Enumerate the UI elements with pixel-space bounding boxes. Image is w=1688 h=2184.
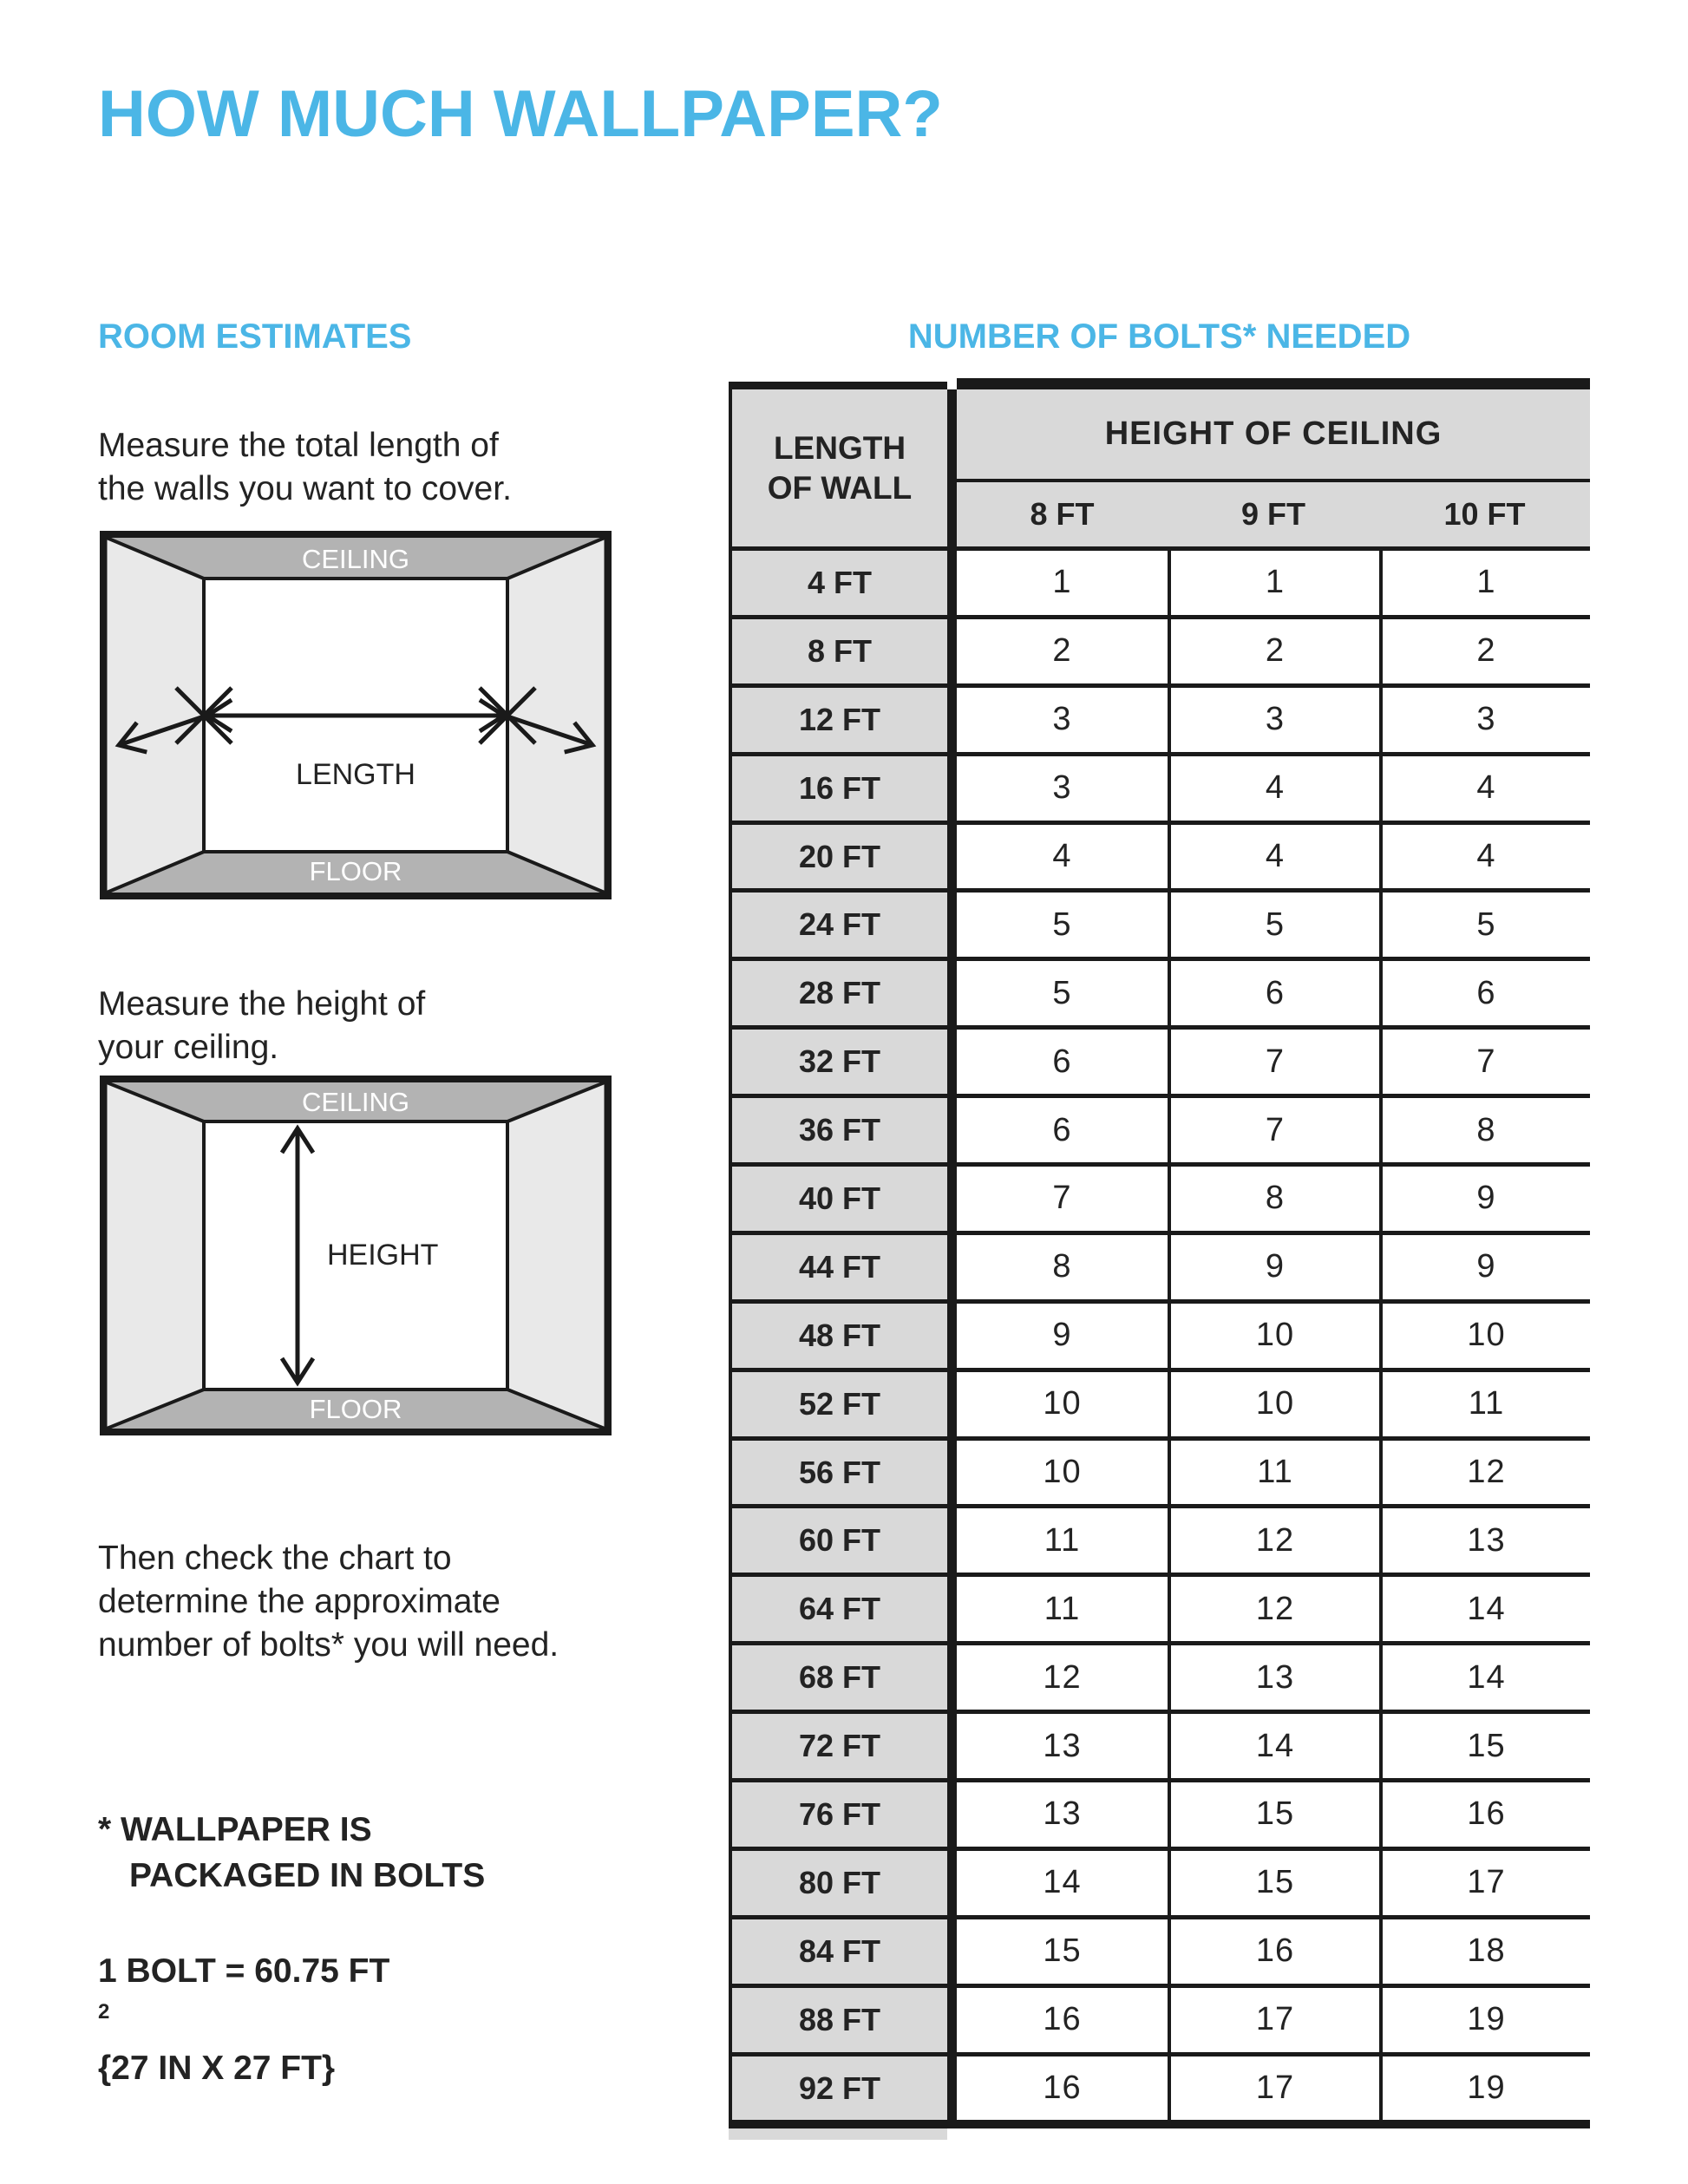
table-row-label: 40 FT bbox=[729, 1162, 957, 1231]
bolt-equation-base: 1 BOLT = 60.75 FT bbox=[98, 1952, 390, 1990]
floor-label: FLOOR bbox=[309, 856, 402, 886]
table-top-border-left bbox=[729, 382, 947, 389]
table-value-cell: 9 bbox=[1379, 1162, 1590, 1231]
table-value-cell: 6 bbox=[1168, 957, 1379, 1025]
table-row-label: 12 FT bbox=[729, 683, 957, 752]
table-value-cell: 13 bbox=[957, 1710, 1168, 1778]
table-value-cell: 5 bbox=[1168, 888, 1379, 957]
table-value-cell: 12 bbox=[1379, 1436, 1590, 1505]
length-label: LENGTH bbox=[296, 758, 415, 791]
table-value-cell: 15 bbox=[957, 1915, 1168, 1984]
table-value-cell: 14 bbox=[1379, 1573, 1590, 1641]
bolts-footnote bbox=[98, 1807, 485, 1899]
table-value-cell: 2 bbox=[1168, 615, 1379, 683]
table-value-cell: 17 bbox=[1168, 1984, 1379, 2052]
bolt-equation-line bbox=[98, 1947, 389, 2044]
height-note-line-2: your ceiling. bbox=[98, 1029, 279, 1066]
table-value-cell: 5 bbox=[957, 957, 1168, 1025]
table-top-border-right bbox=[957, 378, 1590, 389]
ceiling-label: CEILING bbox=[301, 1087, 410, 1117]
table-row-label: 92 FT bbox=[729, 2052, 957, 2121]
height-note-line-1: Measure the height of bbox=[98, 985, 426, 1023]
table-row-label: 56 FT bbox=[729, 1436, 957, 1505]
table-value-cell: 16 bbox=[1168, 1915, 1379, 1984]
room-estimates-heading: ROOM ESTIMATES bbox=[98, 317, 412, 356]
table-row-label: 16 FT bbox=[729, 752, 957, 821]
table-value-cell: 17 bbox=[1379, 1847, 1590, 1915]
table-value-cell: 16 bbox=[957, 2052, 1168, 2121]
table-value-cell: 3 bbox=[1168, 683, 1379, 752]
intro-line-1: Measure the total length of bbox=[98, 427, 499, 464]
table-value-cell: 4 bbox=[1168, 752, 1379, 821]
table-value-cell: 4 bbox=[957, 821, 1168, 889]
table-value-cell: 6 bbox=[957, 1094, 1168, 1162]
table-value-cell: 2 bbox=[957, 615, 1168, 683]
table-value-cell: 12 bbox=[957, 1641, 1168, 1710]
table-value-cell: 7 bbox=[957, 1162, 1168, 1231]
bolt-equation-exponent: 2 bbox=[98, 2000, 110, 2024]
table-value-cell: 8 bbox=[1168, 1162, 1379, 1231]
table-gray-stub bbox=[729, 2128, 947, 2140]
table-value-cell: 14 bbox=[1379, 1641, 1590, 1710]
column-header-9ft: 9 FT bbox=[1168, 482, 1379, 546]
column-group-header: HEIGHT OF CEILING bbox=[957, 389, 1590, 482]
table-row-label: 64 FT bbox=[729, 1573, 957, 1641]
table-value-cell: 14 bbox=[1168, 1710, 1379, 1778]
table-row-label: 84 FT bbox=[729, 1915, 957, 1984]
table-value-cell: 4 bbox=[1379, 752, 1590, 821]
table-row-label: 32 FT bbox=[729, 1025, 957, 1094]
table-value-cell: 11 bbox=[957, 1573, 1168, 1641]
row-group-header bbox=[729, 389, 957, 546]
table-value-cell: 3 bbox=[1379, 683, 1590, 752]
chart-note-line-3: number of bolts* you will need. bbox=[98, 1626, 559, 1664]
table-row-label: 36 FT bbox=[729, 1094, 957, 1162]
floor-label: FLOOR bbox=[309, 1394, 402, 1424]
table-value-cell: 11 bbox=[957, 1504, 1168, 1573]
table-row-label: 72 FT bbox=[729, 1710, 957, 1778]
table-value-cell: 16 bbox=[1379, 1778, 1590, 1847]
room-length-diagram bbox=[100, 531, 612, 899]
table-row-label: 44 FT bbox=[729, 1231, 957, 1299]
page-title: HOW MUCH WALLPAPER? bbox=[98, 77, 943, 151]
chart-note-line-2: determine the approximate bbox=[98, 1583, 501, 1620]
row-group-header-line-1: LENGTH bbox=[773, 429, 906, 466]
height-label: HEIGHT bbox=[327, 1239, 439, 1272]
table-value-cell: 13 bbox=[957, 1778, 1168, 1847]
bolt-equation bbox=[98, 1947, 389, 2093]
table-row-label: 60 FT bbox=[729, 1504, 957, 1573]
table-value-cell: 6 bbox=[1379, 957, 1590, 1025]
table-value-cell: 15 bbox=[1168, 1778, 1379, 1847]
bolts-table bbox=[729, 389, 1590, 2120]
table-value-cell: 13 bbox=[1379, 1504, 1590, 1573]
table-value-cell: 1 bbox=[957, 546, 1168, 615]
table-value-cell: 14 bbox=[957, 1847, 1168, 1915]
table-row-label: 68 FT bbox=[729, 1641, 957, 1710]
table-row-label: 76 FT bbox=[729, 1778, 957, 1847]
table-value-cell: 2 bbox=[1379, 615, 1590, 683]
table-value-cell: 6 bbox=[957, 1025, 1168, 1094]
table-row-label: 8 FT bbox=[729, 615, 957, 683]
table-value-cell: 10 bbox=[1379, 1299, 1590, 1368]
table-row-label: 24 FT bbox=[729, 888, 957, 957]
table-row-label: 80 FT bbox=[729, 1847, 957, 1915]
table-value-cell: 3 bbox=[957, 683, 1168, 752]
column-header-8ft: 8 FT bbox=[957, 482, 1168, 546]
table-value-cell: 10 bbox=[1168, 1299, 1379, 1368]
table-value-cell: 8 bbox=[1379, 1094, 1590, 1162]
table-row-label: 88 FT bbox=[729, 1984, 957, 2052]
intro-line-2: the walls you want to cover. bbox=[98, 470, 512, 507]
row-group-header-line-2: OF WALL bbox=[767, 469, 913, 506]
table-row-label: 4 FT bbox=[729, 546, 957, 615]
table-bottom-border bbox=[729, 2120, 1590, 2128]
footnote-line-2: PACKAGED IN BOLTS bbox=[129, 1857, 486, 1894]
table-row-label: 48 FT bbox=[729, 1299, 957, 1368]
table-value-cell: 5 bbox=[957, 888, 1168, 957]
table-value-cell: 10 bbox=[957, 1436, 1168, 1505]
table-value-cell: 9 bbox=[1168, 1231, 1379, 1299]
table-value-cell: 11 bbox=[1168, 1436, 1379, 1505]
room-height-diagram bbox=[100, 1076, 612, 1435]
table-row-label: 52 FT bbox=[729, 1368, 957, 1436]
table-value-cell: 10 bbox=[957, 1368, 1168, 1436]
table-value-cell: 17 bbox=[1168, 2052, 1379, 2121]
table-value-cell: 12 bbox=[1168, 1573, 1379, 1641]
chart-note-line-1: Then check the chart to bbox=[98, 1540, 452, 1577]
column-header-10ft: 10 FT bbox=[1379, 482, 1590, 546]
table-value-cell: 11 bbox=[1379, 1368, 1590, 1436]
table-row-label: 28 FT bbox=[729, 957, 957, 1025]
table-value-cell: 15 bbox=[1379, 1710, 1590, 1778]
table-value-cell: 7 bbox=[1379, 1025, 1590, 1094]
table-value-cell: 19 bbox=[1379, 1984, 1590, 2052]
table-value-cell: 15 bbox=[1168, 1847, 1379, 1915]
table-title: NUMBER OF BOLTS* NEEDED bbox=[907, 317, 1411, 356]
table-value-cell: 12 bbox=[1168, 1504, 1379, 1573]
table-value-cell: 5 bbox=[1379, 888, 1590, 957]
table-value-cell: 4 bbox=[1168, 821, 1379, 889]
table-value-cell: 1 bbox=[1168, 546, 1379, 615]
table-value-cell: 13 bbox=[1168, 1641, 1379, 1710]
table-value-cell: 3 bbox=[957, 752, 1168, 821]
bolt-dimensions: {27 IN X 27 FT} bbox=[98, 2050, 336, 2087]
table-row-label: 20 FT bbox=[729, 821, 957, 889]
ceiling-label: CEILING bbox=[301, 544, 410, 574]
table-value-cell: 7 bbox=[1168, 1025, 1379, 1094]
table-value-cell: 19 bbox=[1379, 2052, 1590, 2121]
chart-note-text bbox=[98, 1537, 559, 1667]
table-value-cell: 10 bbox=[1168, 1368, 1379, 1436]
footnote-line-1: * WALLPAPER IS bbox=[98, 1811, 372, 1848]
table-value-cell: 9 bbox=[1379, 1231, 1590, 1299]
table-value-cell: 16 bbox=[957, 1984, 1168, 2052]
table-value-cell: 1 bbox=[1379, 546, 1590, 615]
table-value-cell: 7 bbox=[1168, 1094, 1379, 1162]
intro-text bbox=[98, 424, 512, 511]
table-value-cell: 4 bbox=[1379, 821, 1590, 889]
table-value-cell: 18 bbox=[1379, 1915, 1590, 1984]
table-value-cell: 8 bbox=[957, 1231, 1168, 1299]
table-value-cell: 9 bbox=[957, 1299, 1168, 1368]
height-note-text bbox=[98, 983, 425, 1069]
